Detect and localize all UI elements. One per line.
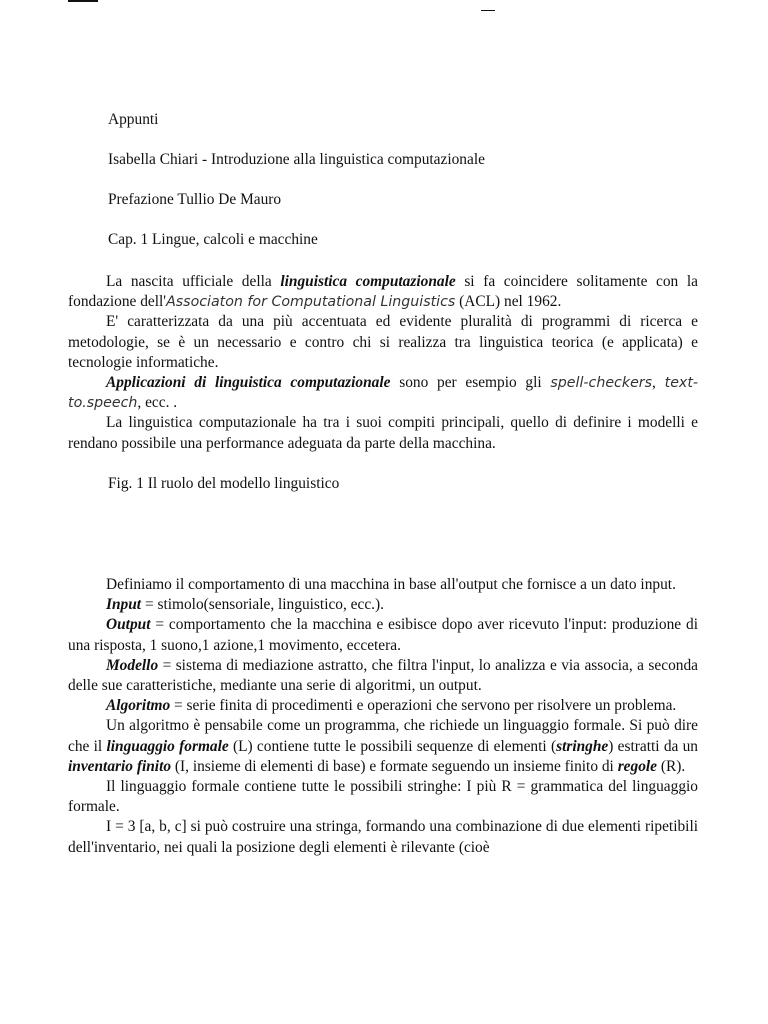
term-output: Output [106, 616, 151, 634]
paragraph-compiti: La linguistica computazionale ha tra i suoi compiti principali, quello di definire i modelli e rendano possibile una performance adeguata da parte della macchina. [68, 414, 698, 452]
paragraph-pluralita: E' caratterizzata da una più accentuata ed evidente pluralità di programmi di ricerca e metodologie, se è un necessario e contro chi si realizza tra linguistica teorica (e applicata) e tecnologie informatiche. [68, 313, 698, 371]
definition-output: Output = comportamento che la macchina e esibisce dopo aver ricevuto l'input: produzione di una risposta, 1 suono,1 azione,1 movimento, eccetera. [68, 616, 698, 654]
term-modello: Modello [106, 656, 159, 674]
section-definizioni [68, 575, 698, 858]
term-linguaggio-formale: linguaggio formale [106, 737, 229, 755]
paragraph-acl: La nascita ufficiale della linguistica computazionale si fa coincidere solitamente con la fondazione dell'Associaton for Computational Linguistics (ACL) nel 1962. [68, 273, 698, 311]
org-name: Associaton for Computational Linguistics [166, 294, 456, 311]
doc-title: Appunti [108, 111, 159, 128]
page-top-rule [68, 0, 98, 2]
definition-input: Input = stimolo(sensoriale, linguistico, ecc.). [106, 596, 384, 614]
term-algoritmo: Algoritmo [106, 697, 171, 715]
term-linguistica-computazionale: linguistica computazionale [280, 273, 456, 290]
definition-algoritmo: Algoritmo = serie finita di procedimenti e operazioni che servono per risolvere un problema. [106, 697, 677, 715]
term-regole: regole [617, 757, 658, 775]
paragraph-applicazioni: Applicazioni di linguistica computazionale sono per esempio gli spell-checkers, text-to.speech, ecc. . [68, 374, 698, 412]
example-spell-checkers: spell-checkers [550, 375, 653, 392]
paragraph-stringa: I = 3 [a, b, c] si può costruire una stringa, formando una combinazione di due elementi ripetibili dell'inventario, nei quali la posizione degli elementi è rilevante (cioè [68, 818, 698, 856]
paragraph-linguaggio-formale: Un algoritmo è pensabile come un programma, che richiede un linguaggio formale. Si può dire che il linguaggio formale (L) contiene tutte le possibili sequenze di elementi (stringhe) estratti da un inventario finito (I, insieme di elementi di base) e formate seguendo un insieme finito di regole (R). [68, 717, 699, 775]
term-applicazioni: Applicazioni di linguistica computazionale [106, 374, 391, 392]
term-input: Input [106, 596, 142, 614]
book-title: Isabella Chiari - Introduzione alla linguistica computazionale [108, 151, 485, 168]
section-intro [68, 272, 698, 454]
paragraph-comportamento: Definiamo il comportamento di una macchina in base all'output che fornisce a un dato input. [106, 576, 676, 593]
paragraph-grammatica: Il linguaggio formale contiene tutte le possibili stringhe: I più R = grammatica del linguaggio formale. [68, 778, 698, 816]
example-text-to-speech: text-to.speech [68, 375, 698, 412]
chapter-heading: Cap. 1 Lingue, calcoli e macchine [108, 231, 318, 248]
term-inventario-finito: inventario finito [68, 757, 172, 775]
page-top-mark [481, 10, 495, 11]
term-stringhe: stringhe [556, 737, 609, 755]
definition-modello: Modello = sistema di mediazione astratto, che filtra l'input, lo analizza e via associa, a seconda delle sue caratteristiche, mediante una serie di algoritmi, un output. [68, 656, 698, 695]
preface-line: Prefazione Tullio De Mauro [108, 191, 282, 208]
figure-caption: Fig. 1 Il ruolo del modello linguistico [108, 475, 340, 492]
